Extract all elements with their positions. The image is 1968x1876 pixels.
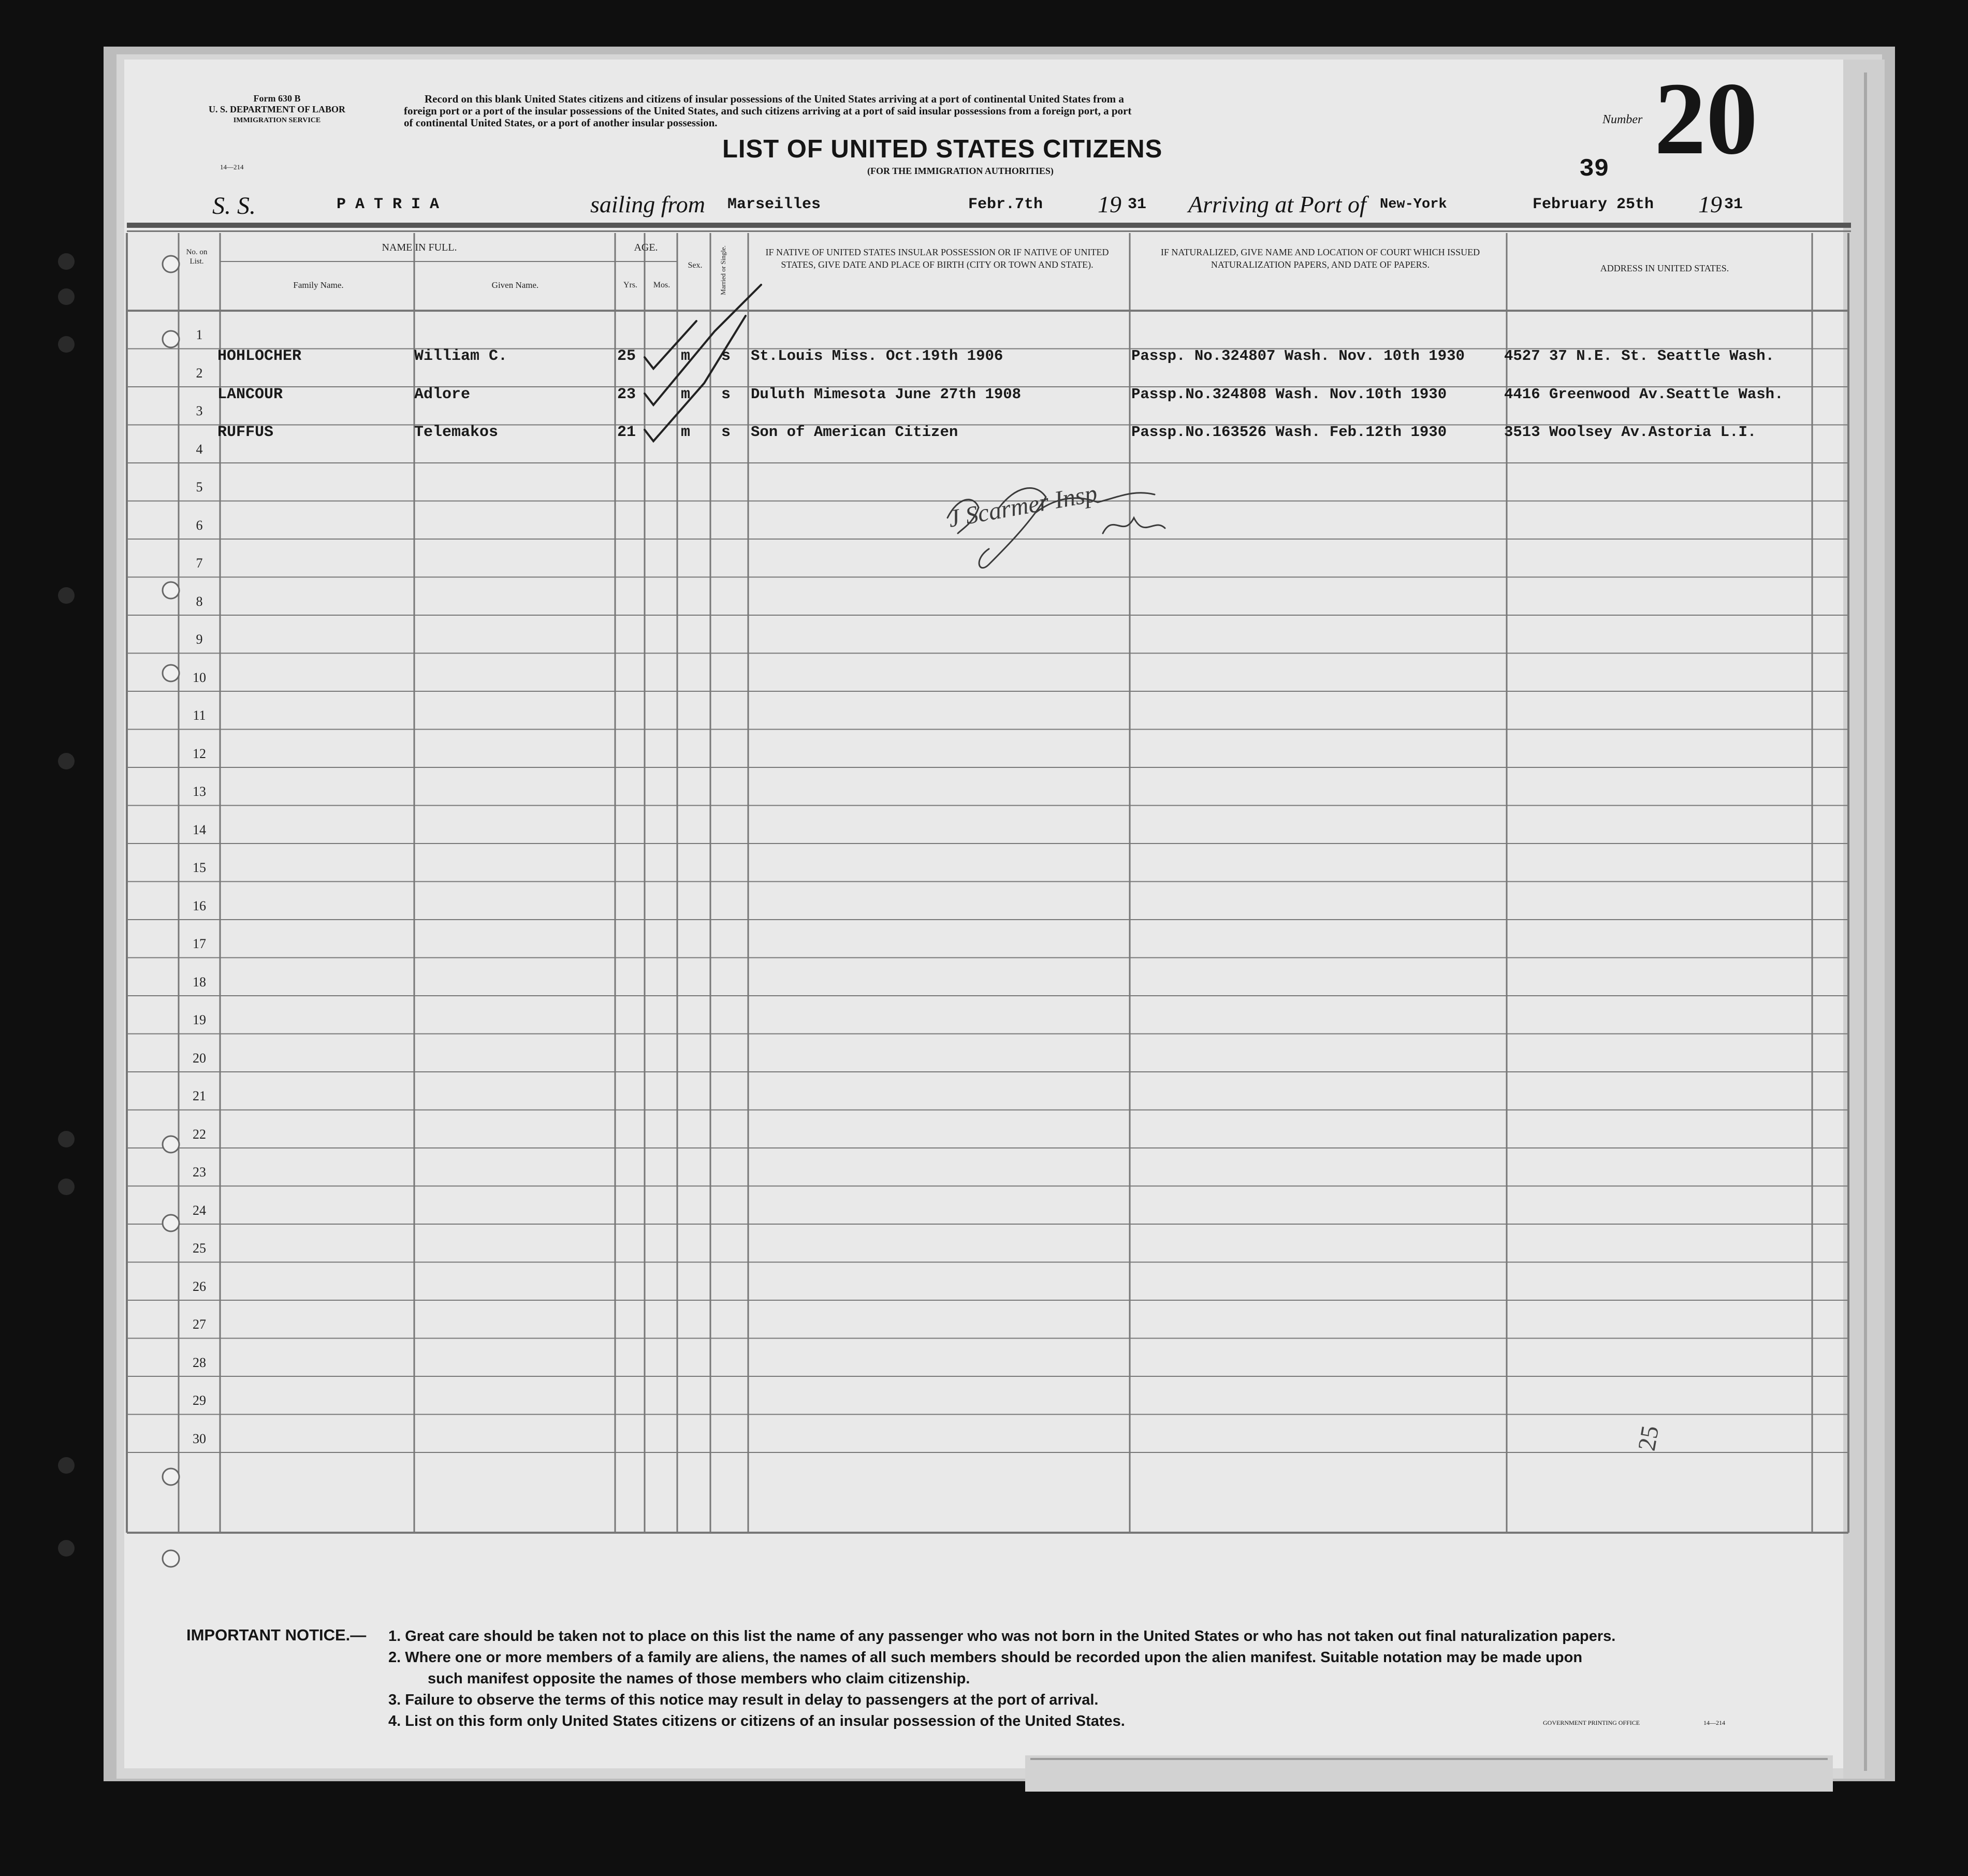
passenger-marital-status: s: [721, 385, 731, 403]
passenger-naturalization: Passp. No.324807 Wash. Nov. 10th 1930: [1131, 347, 1465, 365]
col-header-no: No. on List.: [186, 248, 208, 266]
row-number: 24: [193, 1202, 206, 1218]
sailing-label: sailing from: [590, 191, 705, 217]
row-number: 27: [193, 1317, 206, 1332]
row-number: 16: [193, 898, 206, 913]
inspector-signature: J Scarmer Insp: [946, 479, 1100, 533]
passenger-marital-status: s: [721, 347, 731, 365]
passenger-family-name: RUFFUS: [217, 424, 274, 441]
row-number: 30: [193, 1431, 206, 1446]
passenger-naturalization: Passp.No.324808 Wash. Nov.10th 1930: [1131, 385, 1447, 403]
list-number: 20: [1654, 62, 1758, 176]
notice-item: 2. Where one or more members of a family are aliens, the names of all such members should be recorded upon the alien manifest. Suitable notation may be made upon: [388, 1649, 1583, 1666]
row-number: 22: [193, 1126, 206, 1142]
passenger-address: 4527 37 N.E. St. Seattle Wash.: [1504, 347, 1775, 365]
row-number: 18: [193, 974, 206, 990]
passenger-naturalization: Passp.No.163526 Wash. Feb.12th 1930: [1131, 424, 1447, 441]
row-number: 15: [193, 860, 206, 875]
number-label: Number: [1602, 113, 1643, 126]
passenger-sex: m: [681, 385, 691, 403]
passenger-address: 3513 Woolsey Av.Astoria L.I.: [1504, 424, 1757, 441]
page-mark: 39: [1579, 155, 1609, 183]
row-number: 20: [193, 1050, 206, 1066]
passenger-family-name: LANCOUR: [217, 385, 283, 403]
year-prefix: 19: [1098, 191, 1121, 217]
instructions: [404, 93, 1131, 129]
footer-code: 14—214: [1703, 1719, 1725, 1726]
department-label: U. S. DEPARTMENT OF LABOR: [208, 104, 346, 114]
form-title: LIST OF UNITED STATES CITIZENS: [722, 135, 1163, 163]
row-number: 12: [193, 746, 206, 761]
notice-item: 4. List on this form only United States citizens or citizens of an insular possession of the United States.: [388, 1713, 1125, 1729]
row-number: 1: [196, 327, 203, 342]
year-suffix: 31: [1128, 196, 1147, 213]
col-header-address: ADDRESS IN UNITED STATES.: [1600, 263, 1729, 273]
row-number: 4: [196, 441, 203, 457]
col-header-birth: IF NATIVE OF UNITED STATES INSULAR POSSESSION OR IF NATIVE OF UNITED STATES, GIVE DATE AND PLACE OF BIRTH (CITY OR TOWN AND STATE).: [765, 247, 1109, 270]
col-header-married: Married or Single.: [719, 245, 727, 295]
passenger-sex: m: [681, 347, 691, 365]
date-from: Febr.7th: [968, 196, 1043, 213]
ss-label: S. S.: [212, 192, 256, 220]
col-header-mos: Mos.: [653, 281, 670, 289]
row-number: 9: [196, 632, 203, 647]
passenger-birth-place: Duluth Mimesota June 27th 1908: [751, 385, 1022, 403]
passenger-sex: m: [681, 424, 691, 441]
row-number: 8: [196, 593, 203, 609]
row-number: 2: [196, 365, 203, 381]
row-number: 21: [193, 1088, 206, 1103]
row-number: 7: [196, 556, 203, 571]
notice-items: [388, 1626, 1615, 1732]
row-number: 19: [193, 1012, 206, 1027]
passenger-age-years: 25: [617, 347, 636, 365]
notice-heading: IMPORTANT NOTICE.—: [186, 1626, 367, 1644]
row-number: 14: [193, 822, 206, 837]
row-number: 10: [193, 670, 206, 685]
passenger-birth-place: Son of American Citizen: [751, 424, 958, 441]
passenger-birth-place: St.Louis Miss. Oct.19th 1906: [751, 347, 1003, 365]
col-header-yrs: Yrs.: [623, 281, 638, 289]
row-number: 3: [196, 403, 203, 418]
row-number: 26: [193, 1278, 206, 1294]
passenger-marital-status: s: [721, 424, 731, 441]
port-from: Marseilles: [727, 196, 821, 213]
row-number: 23: [193, 1165, 206, 1180]
col-header-sex: Sex.: [688, 261, 703, 270]
row-number: 25: [193, 1241, 206, 1256]
col-header-name: NAME IN FULL.: [382, 242, 457, 253]
passenger-given-name: Telemakos: [414, 424, 499, 441]
passenger-address: 4416 Greenwood Av.Seattle Wash.: [1504, 385, 1784, 403]
passenger-given-name: Adlore: [414, 385, 471, 403]
row-number: 6: [196, 517, 203, 533]
passenger-age-years: 23: [617, 385, 636, 403]
col-header-naturalization: IF NATURALIZED, GIVE NAME AND LOCATION OF COURT WHICH ISSUED NATURALIZATION PAPERS, AND DATE OF PAPERS.: [1160, 247, 1480, 270]
row-number: 11: [193, 708, 206, 723]
ship-name: P A T R I A: [337, 196, 440, 213]
col-header-age: AGE.: [634, 242, 658, 253]
notice-item: 3. Failure to observe the terms of this notice may result in delay to passengers at the port of arrival.: [388, 1692, 1099, 1708]
row-number: 17: [193, 936, 206, 951]
col-header-family: Family Name.: [293, 280, 344, 290]
port-to: New-York: [1380, 197, 1447, 212]
printer-label: GOVERNMENT PRINTING OFFICE: [1543, 1719, 1640, 1726]
instruction-line: Record on this blank United States citizens and citizens of insular possessions of the United States arriving at a port of continental United States from a: [425, 93, 1124, 105]
margin-note: 25: [1632, 1423, 1665, 1453]
passenger-given-name: William C.: [414, 347, 508, 365]
year-to-prefix: 19: [1698, 191, 1722, 217]
notice-item: such manifest opposite the names of those members who claim citizenship.: [428, 1670, 970, 1687]
service-label: IMMIGRATION SERVICE: [233, 117, 321, 124]
date-to: February 25th: [1533, 196, 1654, 213]
instruction-line: of continental United States, or a port of another insular possession.: [404, 117, 718, 129]
row-number: 28: [193, 1355, 206, 1370]
col-header-given: Given Name.: [491, 280, 539, 290]
form-block: [205, 93, 349, 126]
passenger-family-name: HOHLOCHER: [217, 347, 302, 365]
row-number: 13: [193, 784, 206, 799]
form-subtitle: (FOR THE IMMIGRATION AUTHORITIES): [867, 166, 1054, 176]
form-number: Form 630 B: [253, 93, 301, 104]
row-number: 29: [193, 1393, 206, 1408]
passenger-age-years: 21: [617, 424, 636, 441]
form-code: 14—214: [220, 163, 244, 171]
year-to-suffix: 31: [1724, 196, 1743, 213]
row-number: 5: [196, 479, 203, 495]
arriving-label: Arriving at Port of: [1188, 191, 1366, 217]
notice-item: 1. Great care should be taken not to place on this list the name of any passenger who was not born in the United States or who has not taken out final naturalization papers.: [388, 1628, 1616, 1645]
instruction-line: foreign port or a port of the insular possessions of the United States, and such citizens arriving at a port of said insular possessions from a foreign port, a port: [404, 105, 1132, 117]
